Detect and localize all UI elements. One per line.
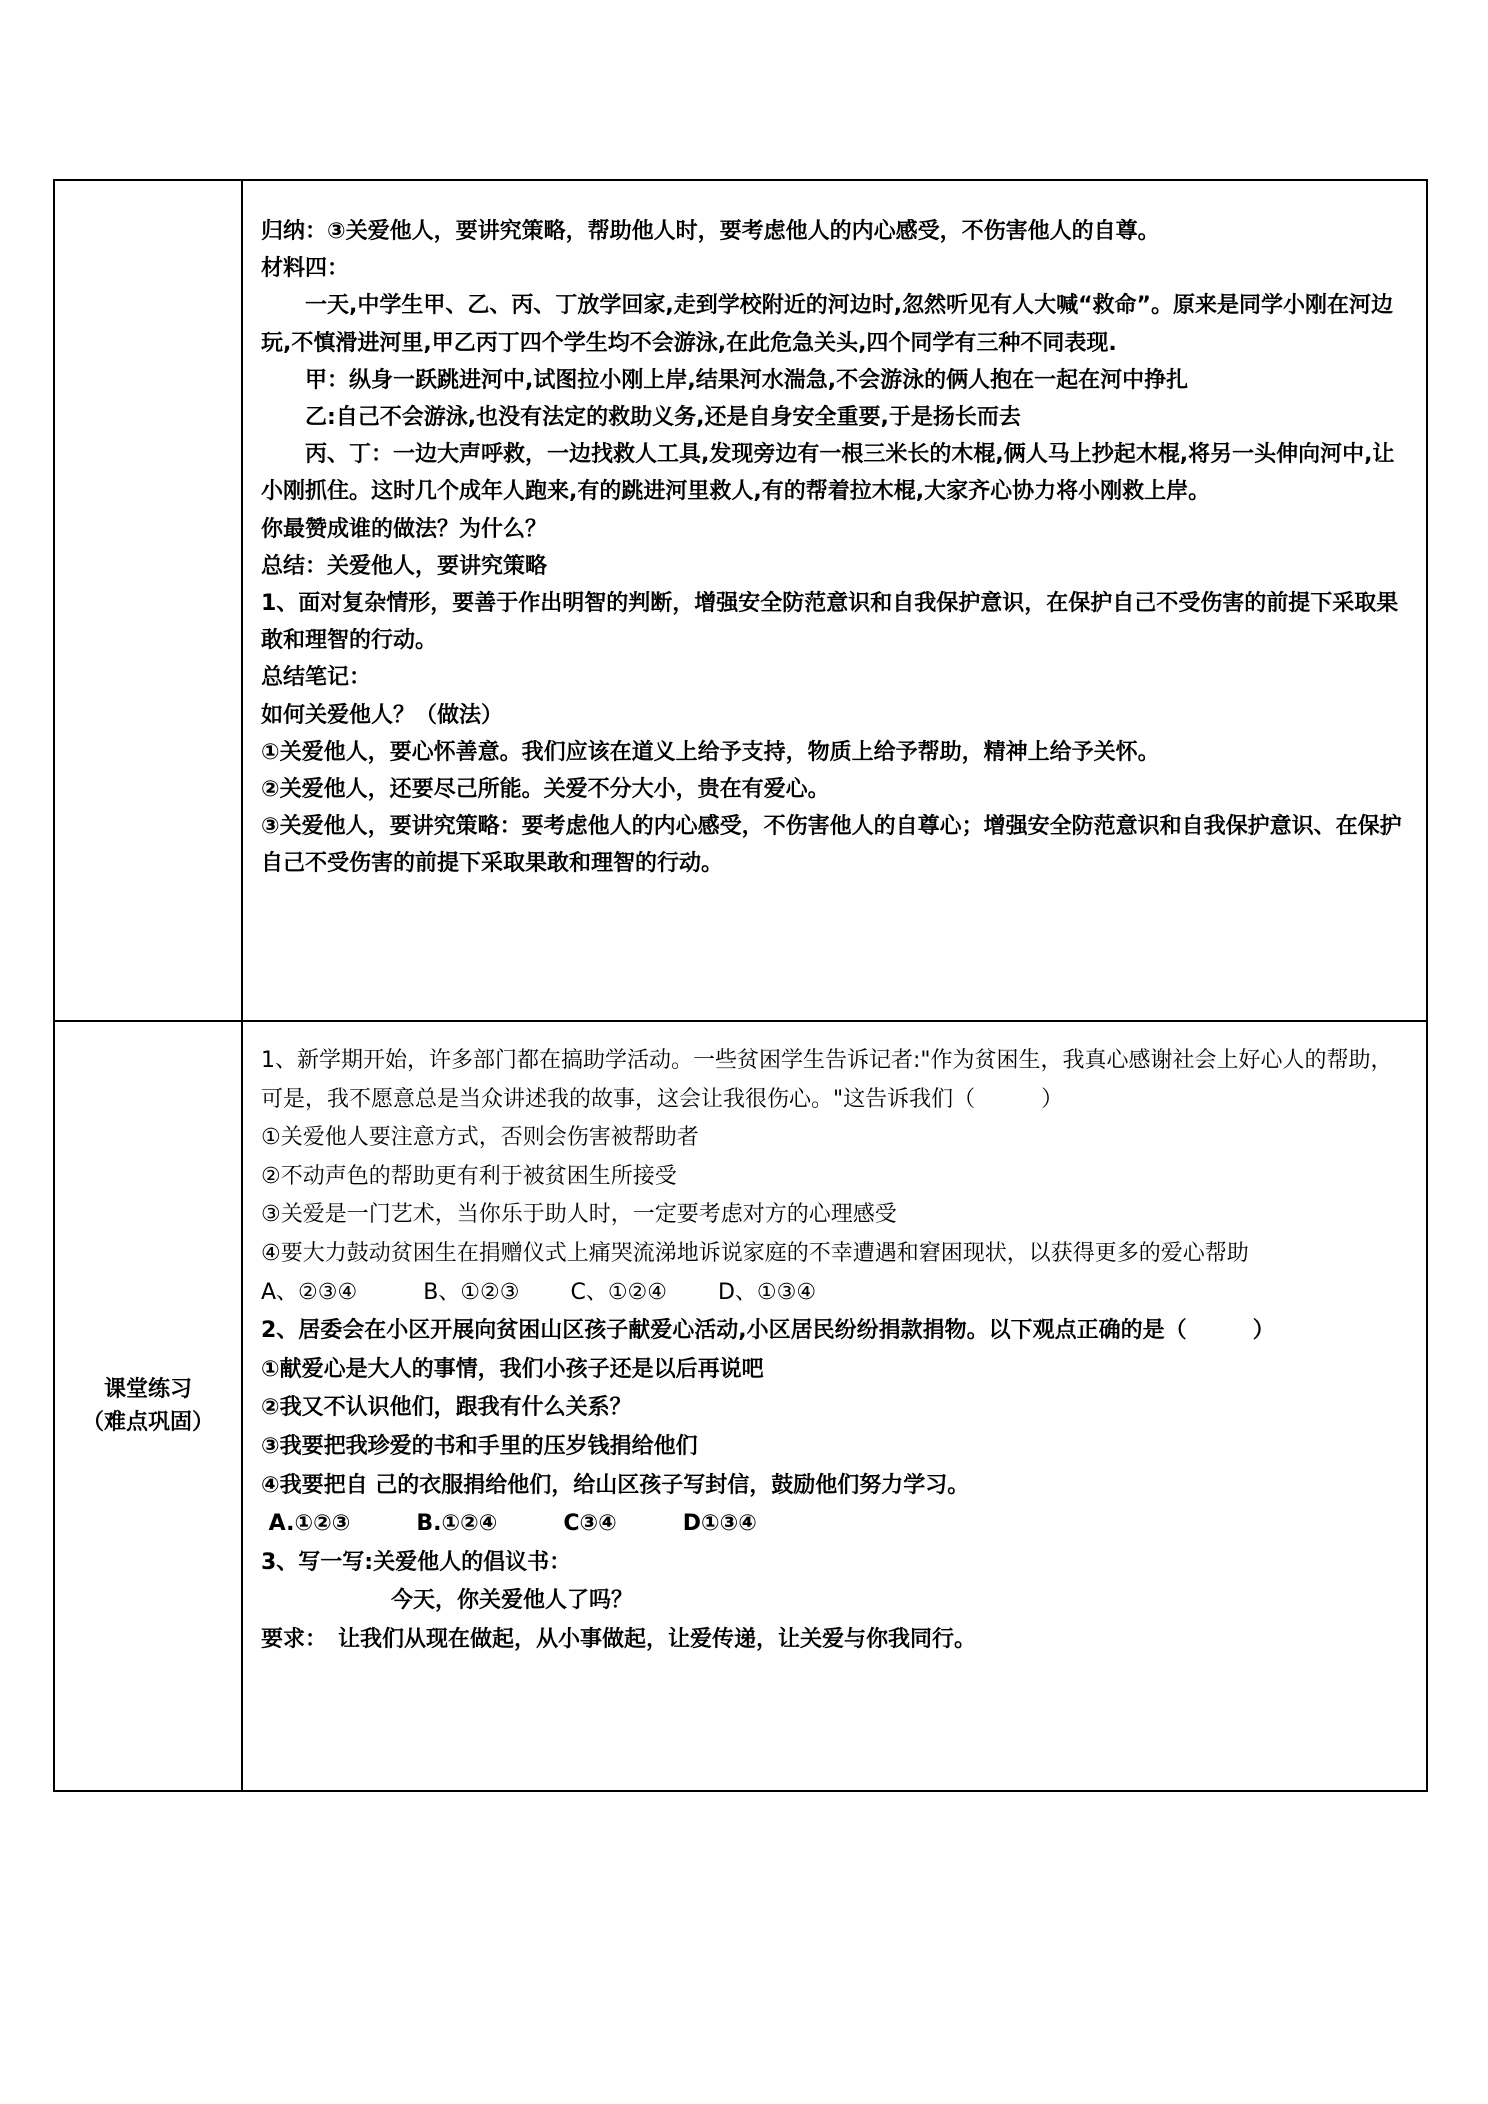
- text-line: ③我要把我珍爱的书和手里的压岁钱捐给他们: [261, 1433, 698, 1459]
- lesson-table: [53, 179, 1428, 1792]
- section-content-cell: [242, 1021, 1427, 1791]
- section1-content: [243, 181, 1426, 903]
- text-line: ④要大力鼓动贫困生在捐赠仪式上痛哭流涕地诉说家庭的不幸遭遇和窘困现状，以获得更多的爱心帮助: [261, 1240, 1249, 1266]
- section-content-cell: [242, 180, 1427, 1021]
- text-line: A.①②③ B.①②④ C③④ D①③④: [261, 1511, 757, 1537]
- section-label-cell: [54, 180, 242, 1021]
- text-line: 归纳：③关爱他人，要讲究策略，帮助他人时，要考虑他人的内心感受，不伤害他人的自尊。: [261, 219, 1160, 244]
- text-line: 丙、丁：一边大声呼救，一边找救人工具,发现旁边有一根三米长的木棍,俩人马上抄起木棍,将另一头伸向河中,让小刚抓住。这时几个成年人跑来,有的跳进河里救人,有的帮着拉木棍,大家齐心协力将小刚救上岸。: [261, 442, 1395, 505]
- text-line: ①关爱他人要注意方式，否则会伤害被帮助者: [261, 1125, 699, 1151]
- text-line: ④我要把自 己的衣服捐给他们，给山区孩子写封信，鼓励他们努力学习。: [261, 1472, 970, 1498]
- text-line: 甲：纵身一跃跳进河中,试图拉小刚上岸,结果河水湍急,不会游泳的俩人抱在一起在河中挣扎: [305, 367, 1189, 393]
- text-line: ②关爱他人，还要尽己所能。关爱不分大小，贵在有爱心。: [261, 777, 830, 803]
- text-line: 你最赞成谁的做法？为什么？: [261, 516, 548, 542]
- section-label-line2: （难点巩固）: [81, 1410, 214, 1435]
- text-line: 今天，你关爱他人了吗？: [391, 1588, 634, 1614]
- text-line: 1、面对复杂情形，要善于作出明智的判断，增强安全防范意识和自我保护意识，在保护自己不受伤害的前提下采取果敢和理智的行动。: [261, 591, 1399, 654]
- text-line: 材料四：: [261, 256, 350, 282]
- text-line: 2、居委会在小区开展向贫困山区孩子献爱心活动,小区居民纷纷捐款捐物。以下观点正确的是（ ）: [261, 1318, 1275, 1344]
- exercise-content: [243, 1022, 1426, 1680]
- text-line: 1、新学期开始，许多部门都在搞助学活动。一些贫困学生告诉记者:"作为贫困生，我真心感谢社会上好心人的帮助，可是，我不愿意总是当众讲述我的故事，这会让我很伤心。"这告诉我们（ ）: [261, 1048, 1393, 1112]
- text-line: 要求： 让我们从现在做起，从小事做起，让爱传递，让关爱与你我同行。: [261, 1626, 977, 1652]
- section-label-line1: 课堂练习: [103, 1377, 192, 1402]
- text-line: 乙:自己不会游泳,也没有法定的救助义务,还是自身安全重要,于是扬长而去: [305, 405, 1021, 431]
- text-line: ①献爱心是大人的事情，我们小孩子还是以后再说吧: [261, 1356, 764, 1382]
- text-line: ③关爱他人，要讲究策略：要考虑他人的内心感受，不伤害他人的自尊心；增强安全防范意识和自我保护意识、在保护自己不受伤害的前提下采取果敢和理智的行动。: [261, 814, 1402, 877]
- text-line: ②不动声色的帮助更有利于被贫困生所接受: [261, 1163, 677, 1189]
- text-line: ②我又不认识他们，跟我有什么关系？: [261, 1395, 632, 1421]
- text-line: 总结：关爱他人，要讲究策略: [261, 553, 548, 579]
- section-label: [55, 1373, 241, 1439]
- text-line: 一天,中学生甲、乙、丙、丁放学回家,走到学校附近的河边时,忽然听见有人大喊“救命”。原来是同学小刚在河边玩,不慎滑进河里,甲乙丙丁四个学生均不会游泳,在此危急关头,四个同学有三种不同表现.: [261, 293, 1393, 356]
- text-line: 总结笔记：: [261, 665, 372, 691]
- text-line: ①关爱他人，要心怀善意。我们应该在道义上给予支持，物质上给予帮助，精神上给予关怀。: [261, 739, 1160, 765]
- table-row: [54, 180, 1427, 1021]
- table-row: [54, 1021, 1427, 1791]
- text-line: ③关爱是一门艺术，当你乐于助人时，一定要考虑对方的心理感受: [261, 1202, 897, 1228]
- text-line: A、②③④ B、①②③ C、①②④ D、①③④: [261, 1279, 817, 1305]
- section-label-cell: [54, 1021, 242, 1791]
- text-line: 3、写一写:关爱他人的倡议书：: [261, 1549, 572, 1575]
- text-line: 如何关爱他人？（做法）: [261, 702, 504, 728]
